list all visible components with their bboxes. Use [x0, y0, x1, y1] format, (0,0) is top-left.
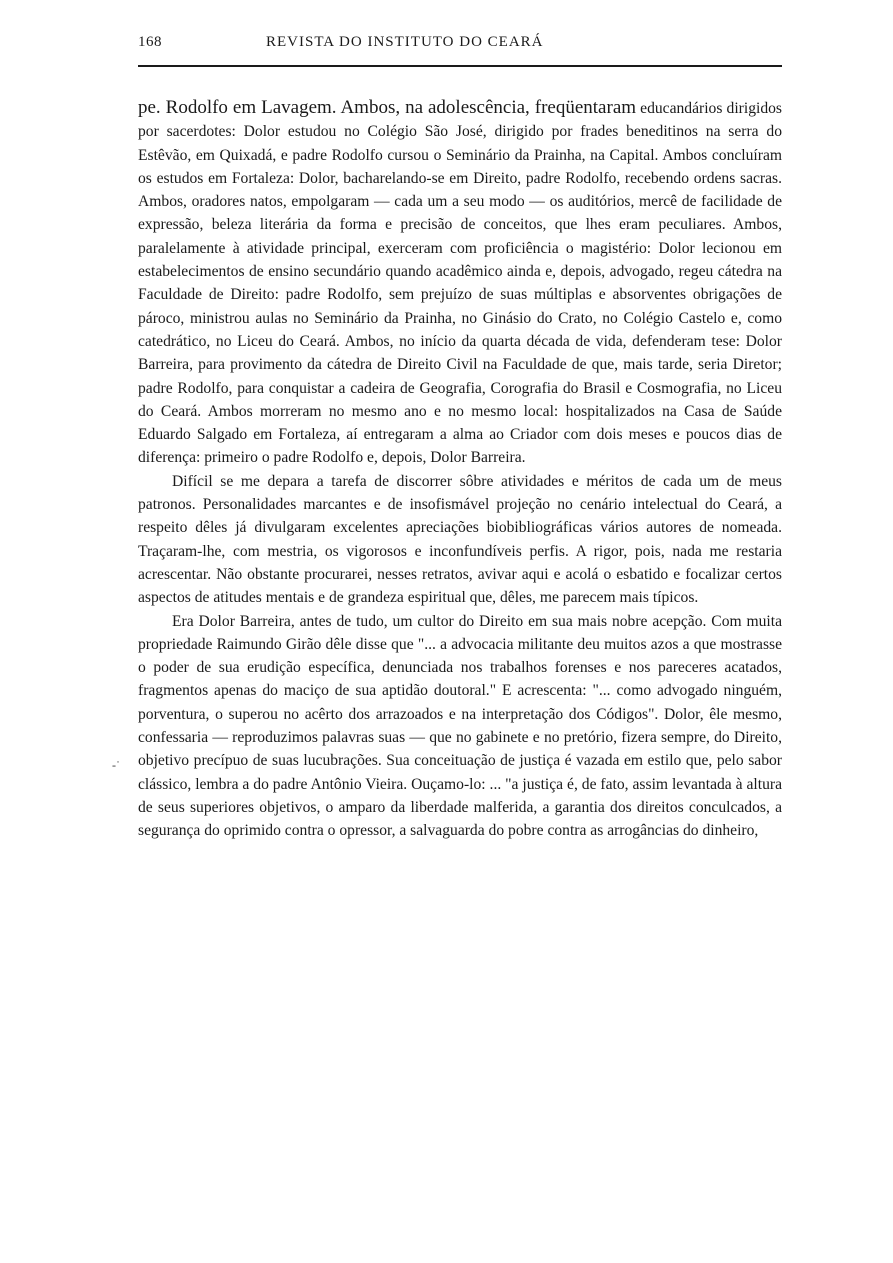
- header-rule: [138, 65, 782, 67]
- paragraph-1-text: educandários dirigidos por sacerdotes: Dolor estudou no Colégio São José, dirigido por frades beneditinos na serra do Estêvão, em Quixadá, e padre Rodolfo cursou o Seminário da Prainha, na Capital. Ambos concluíram os estudos em Fortaleza: Dolor, bacharelando-se em Direito, padre Rodolfo, recebendo ordens sacras. Ambos, oradores natos, empolgaram — cada um a seu modo — os auditórios, mercê de facilidade de expressão, beleza literária da forma e precisão de conceitos, que lhes eram peculiares. Ambos, paralelamente à atividade principal, exerceram com proficiência o magistério: Dolor lecionou em estabelecimentos de ensino secundário quando acadêmico ainda e, depois, advogado, regeu cátedra na Faculdade de Direito: padre Rodolfo, sem prejuízo de suas múltiplas e absorventes obrigações de pároco, ministrou aulas no Seminário da Prainha, no Ginásio do Crato, no Colégio Castelo e, como catedrático, no Liceu do Ceará. Ambos, no início da quarta década de vida, defenderam tese: Dolor Barreira, para provimento da cátedra de Direito Civil na Faculdade de que, mais tarde, seria Diretor; padre Rodolfo, para conquistar a cadeira de Geografia, Corografia do Brasil e Cosmografia, no Liceu do Ceará. Ambos morreram no mesmo ano e no mesmo local: hospitalizados na Casa de Saúde Eduardo Salgado em Fortaleza, aí entregaram a alma ao Criador com dois meses e poucos dias de diferença: primeiro o padre Rodolfo e, depois, Dolor Barreira.: [138, 100, 782, 467]
- journal-title: REVISTA DO INSTITUTO DO CEARÁ: [266, 34, 544, 50]
- paragraph-2: Difícil se me depara a tarefa de discorrer sôbre atividades e méritos de cada um de meus patronos. Personalidades marcantes e de insofismável projeção no cenário intelectual do Ceará, a respeito dêles já divulgaram excelentes apreciações biobibliográficas vários autores de nomeada. Traçaram-lhe, com mestria, os vigorosos e inconfundíveis perfis. A rigor, pois, nada me restaria acrescentar. Não obstante procurarei, nesses retratos, avivar aqui e acolá o esbatido e focalizar certos aspectos de atitudes mentais e de grandeza espiritual que, dêles, me parecem mais típicos.: [138, 472, 782, 607]
- paragraph-1: [138, 96, 782, 470]
- page-number: 168: [138, 34, 162, 50]
- paragraph-3: Era Dolor Barreira, antes de tudo, um cultor do Direito em sua mais nobre acepção. Com muita propriedade Raimundo Girão dêle disse que "... a advocacia militante deu muitos azos a que mostrasse o poder de sua erudição específica, denunciada nos trabalhos forenses e nos pareceres acatados, fragmentos apenas do maciço de sua aptidão doutoral." E acrescenta: "... como advogado ninguém, porventura, o superou no acêrto dos arrazoados e na interpretação dos Códigos". Dolor, êle mesmo, confessaria — reproduzimos palavras suas — que no gabinete e no pretório, fizera sempre, do Direito, objetivo precípuo de suas lucubrações. Sua conceituação de justiça é vazada em estilo que, pelo sabor clássico, lembra a do padre Antônio Vieira. Ouçamo-lo: ... "a justiça é, de fato, assim levantada à altura de seus superiores objetivos, o amparo da liberdade malferida, a garantia dos direitos conculcados, a segurança do oprimido contra o opressor, a salvaguarda do pobre contra as arrogâncias do dinheiro,: [138, 612, 782, 840]
- body-text: [138, 96, 782, 843]
- margin-mark: -˙: [112, 758, 120, 772]
- document-page: [138, 30, 782, 840]
- paragraph-1-lead: pe. Rodolfo em Lavagem. Ambos, na adolescência, freqüentaram: [138, 97, 637, 118]
- running-head: [138, 30, 782, 54]
